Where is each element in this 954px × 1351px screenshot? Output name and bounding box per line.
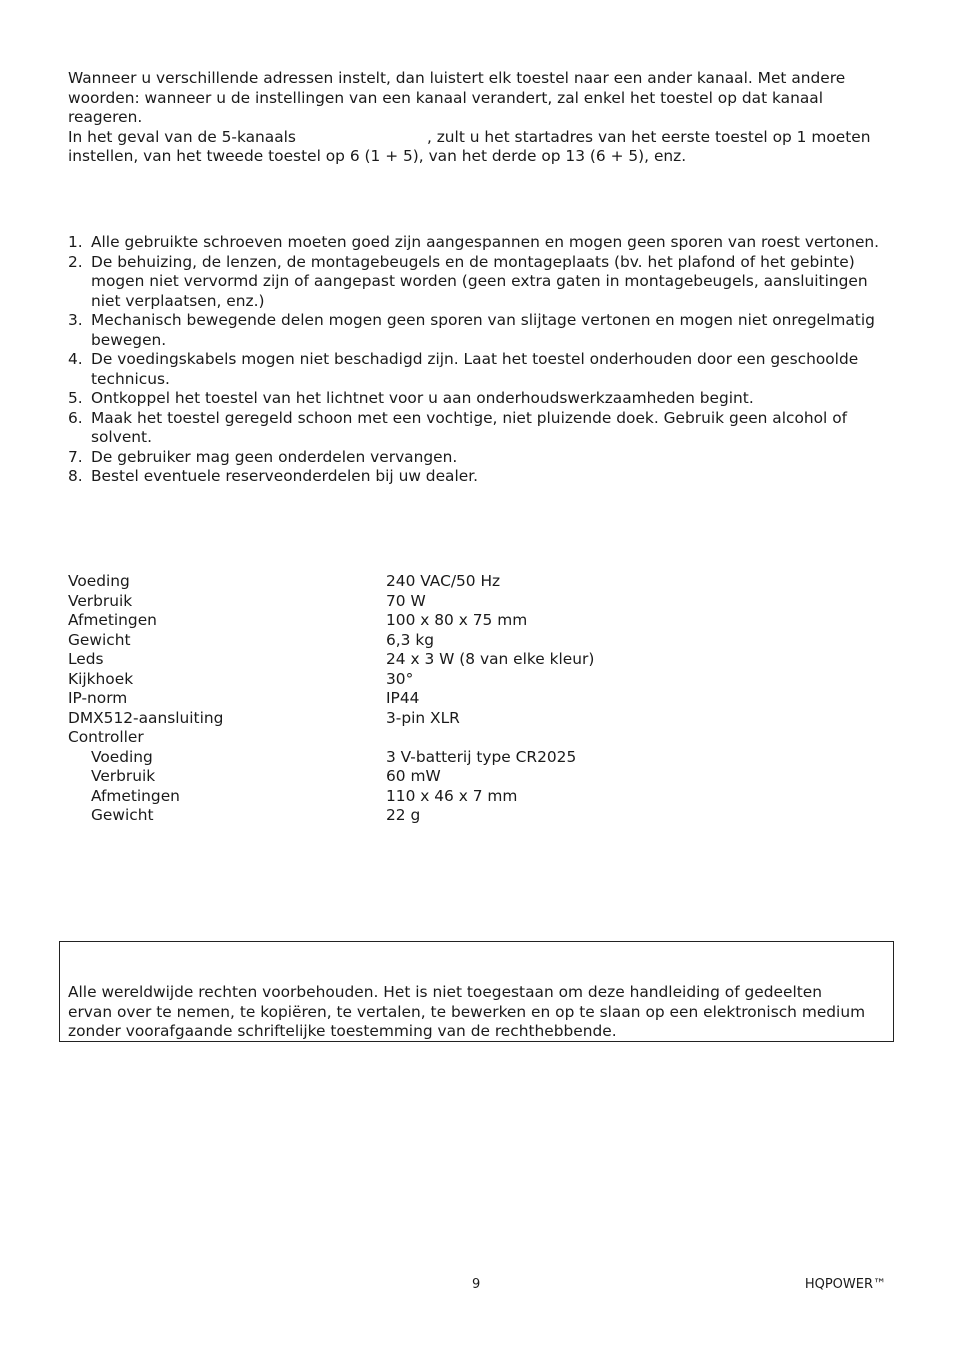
list-number: 1. xyxy=(68,233,83,251)
spec-row xyxy=(68,689,768,709)
spec-value: 24 x 3 W (8 van elke kleur) xyxy=(386,650,595,668)
spec-row xyxy=(68,670,768,690)
spec-row xyxy=(68,728,768,748)
spec-value: 70 W xyxy=(386,591,426,610)
brand-name: HQPOWER™ xyxy=(804,1277,886,1292)
spec-value: 60 mW xyxy=(386,767,441,785)
spec-value: 110 x 46 x 7 mm xyxy=(386,786,518,805)
spec-table xyxy=(68,572,768,826)
spec-value: 3-pin XLR xyxy=(386,708,460,727)
dmx-address-section xyxy=(68,69,898,167)
list-item xyxy=(68,448,898,468)
spec-value: 30° xyxy=(386,669,414,688)
spec-row xyxy=(68,767,768,787)
spec-value: 100 x 80 x 75 mm xyxy=(386,611,528,629)
list-item xyxy=(68,311,898,350)
spec-label: Afmetingen xyxy=(91,786,180,805)
list-number: 5. xyxy=(68,389,83,407)
channel-text-start: In het geval van de 5-kanaals xyxy=(68,127,296,146)
copyright-text: Alle wereldwijde rechten voorbehouden. Het is niet toegestaan om deze handleiding of gedeelten ervan over te nemen, te kopiëren, te vertalen, te bewerken en op te slaan op een elektronisch medium zonder voorafgaande schriftelijke toestemming van de rechthebbende. xyxy=(68,983,866,1040)
spec-row xyxy=(68,650,768,670)
spec-row xyxy=(68,787,768,807)
list-text: De voedingskabels mogen niet beschadigd zijn. Laat het toestel onderhouden door een geschoolde technicus. xyxy=(91,350,859,388)
list-text: Alle gebruikte schroeven moeten goed zijn aangespannen en mogen geen sporen van roest vertonen. xyxy=(91,233,880,251)
spec-label: Voeding xyxy=(68,572,130,590)
list-number: 3. xyxy=(68,311,83,329)
spec-label: Afmetingen xyxy=(68,611,157,629)
spec-row xyxy=(68,748,768,768)
list-item xyxy=(68,467,898,487)
list-number: 2. xyxy=(68,252,83,271)
spec-label: Verbruik xyxy=(91,767,156,785)
spec-label: Gewicht xyxy=(91,806,154,824)
spec-label: Voeding xyxy=(91,747,153,766)
list-text: Mechanisch bewegende delen mogen geen sporen van slijtage vertonen en mogen niet onregelmatig bewegen. xyxy=(91,311,875,349)
spec-label: Gewicht xyxy=(68,630,131,649)
channel-paragraph xyxy=(68,128,898,167)
spec-value: 3 V-batterij type CR2025 xyxy=(386,747,577,766)
spec-row xyxy=(68,806,768,826)
spec-value: 240 VAC/50 Hz xyxy=(386,572,501,590)
list-item xyxy=(68,389,898,409)
spec-row xyxy=(68,631,768,651)
list-item xyxy=(68,233,898,253)
spec-value: IP44 xyxy=(386,689,420,707)
list-text: Bestel eventuele reserveonderdelen bij uw dealer. xyxy=(91,467,479,485)
spec-label: Leds xyxy=(68,650,104,668)
spec-value: 6,3 kg xyxy=(386,630,435,649)
spec-row xyxy=(68,592,768,612)
list-item xyxy=(68,350,898,389)
list-text: Maak het toestel geregeld schoon met een vochtige, niet pluizende doek. Gebruik geen alcohol of solvent. xyxy=(91,408,848,446)
list-text: De gebruiker mag geen onderdelen vervangen. xyxy=(91,447,458,466)
list-text: Ontkoppel het toestel van het lichtnet voor u aan onderhoudswerkzaamheden begint. xyxy=(91,389,754,407)
list-number: 7. xyxy=(68,447,83,466)
list-text: De behuizing, de lenzen, de montagebeugels en de montageplaats (bv. het plafond of het gebinte) mogen niet vervormd zijn of aangepast worden (geen extra gaten in montagebeugels, aansluitingen niet verplaatsen, enz.) xyxy=(91,252,868,310)
list-number: 8. xyxy=(68,467,83,485)
channel-text-end: , zult u het startadres van het eerste toestel op 1 moeten instellen, van het tweede toestel op 6 (1 + 5), van het derde op 13 (6 + 5), enz. xyxy=(68,127,871,165)
spec-row xyxy=(68,611,768,631)
spec-label: Controller xyxy=(68,728,144,746)
list-number: 6. xyxy=(68,408,83,427)
spec-label: Kijkhoek xyxy=(68,669,134,688)
list-item xyxy=(68,253,898,312)
list-number: 4. xyxy=(68,350,83,368)
spec-label: Verbruik xyxy=(68,591,133,610)
spec-label: DMX512-aansluiting xyxy=(68,708,224,727)
spec-row xyxy=(68,572,768,592)
list-item xyxy=(68,409,898,448)
maintenance-list xyxy=(68,233,898,487)
spec-value: 22 g xyxy=(386,806,421,824)
spec-label: IP-norm xyxy=(68,689,128,707)
intro-paragraph: Wanneer u verschillende adressen instelt, dan luistert elk toestel naar een ander kanaal. Met andere woorden: wanneer u de instellingen van een kanaal verandert, zal enkel het toestel op dat kanaal reageren. xyxy=(68,69,846,126)
spec-row xyxy=(68,709,768,729)
page-number: 9 xyxy=(472,1277,481,1292)
copyright-box xyxy=(59,941,894,1042)
